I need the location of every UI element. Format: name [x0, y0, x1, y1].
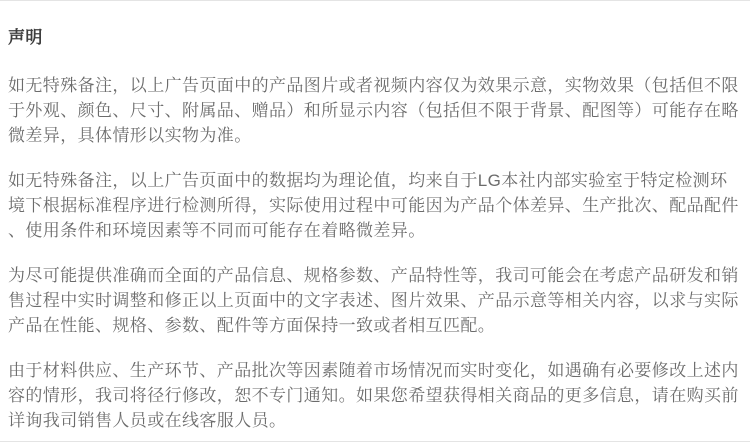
disclaimer-paragraph-1: 如无特殊备注，以上广告页面中的产品图片或者视频内容仅为效果示意，实物效果（包括但不限于外观、颜色、尺寸、附属品、赠品）和所显示内容（包括但不限于背景、配图等）可能存在略微差异，具体情形以实物为准。 — [8, 76, 739, 145]
disclaimer-paragraph-3: 为尽可能提供准确而全面的产品信息、规格参数、产品特性等，我司可能会在考虑产品研发和销售过程中实时调整和修正以上页面中的文字表述、图片效果、产品示意等相关内容，以求与实际产品在性能、规格、参数、配件等方面保持一致或者相互匹配。 — [8, 266, 739, 335]
disclaimer-content — [0, 25, 750, 433]
disclaimer-paragraph-2: 如无特殊备注，以上广告页面中的数据均为理论值，均来自于LG本社内部实验室于特定检测环境下根据标准程序进行检测所得，实际使用过程中可能因为产品个体差异、生产批次、配品配件、使用条件和环境因素等不同而可能存在着略微差异。 — [8, 171, 739, 240]
bottom-divider — [0, 441, 750, 442]
section-title: 声明 — [8, 28, 43, 47]
disclaimer-paragraph-4: 由于材料供应、生产环节、产品批次等因素随着市场情况而实时变化，如遇确有必要修改上述内容的情形，我司将径行修改，恕不专门通知。如果您希望获得相关商品的更多信息，请在购买前详询我司销售人员或在线客服人员。 — [8, 361, 739, 430]
top-divider — [0, 0, 750, 1]
